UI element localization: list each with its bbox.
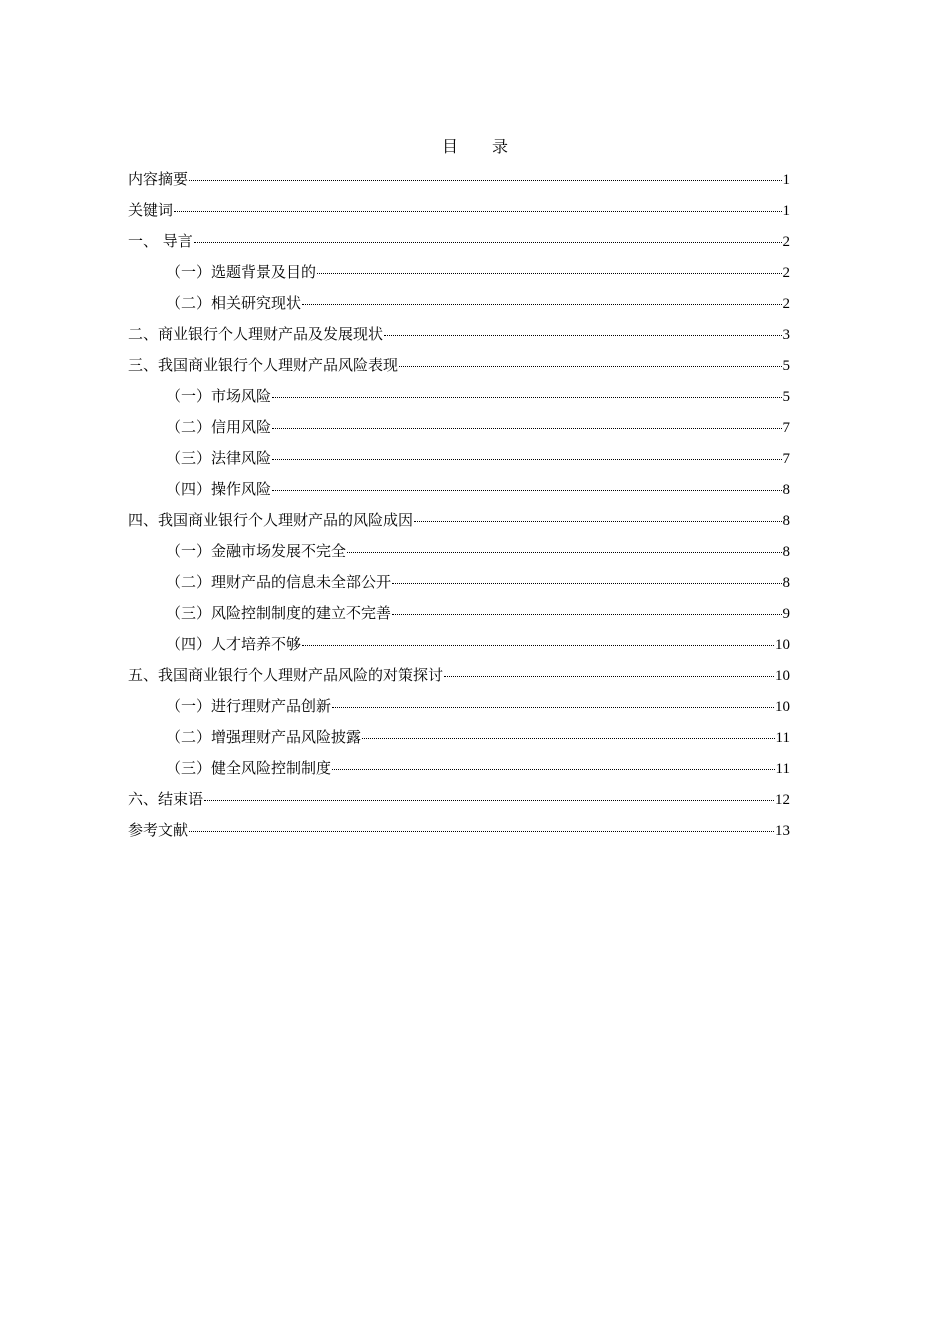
toc-entry-label: 六、结束语: [128, 790, 204, 808]
toc-entry-label: （三）风险控制制度的建立不完善: [166, 604, 392, 622]
toc-entry-page-number: 10: [775, 699, 790, 715]
toc-entry-page-number: 8: [782, 513, 790, 529]
toc-entry-label: （二）信用风险: [166, 418, 272, 436]
toc-entry-page-number: 13: [775, 823, 790, 839]
toc-dot-leader: [392, 582, 781, 584]
toc-dot-leader: [189, 179, 781, 181]
toc-title-part-2: 录: [492, 137, 509, 156]
toc-entry-page-number: 8: [782, 544, 790, 560]
toc-dot-leader: [189, 830, 774, 832]
toc-entry-label: （一）市场风险: [166, 387, 272, 405]
toc-dot-leader: [174, 210, 781, 212]
toc-entry-page-number: 8: [782, 575, 790, 591]
toc-entry[interactable]: [128, 322, 790, 353]
toc-entry-label: 一、 导言: [128, 232, 193, 250]
toc-dot-leader: [194, 241, 782, 243]
toc-entry[interactable]: [128, 694, 790, 725]
toc-entry[interactable]: [128, 291, 790, 322]
toc-entry[interactable]: [128, 477, 790, 508]
toc-entry-page-number: 2: [782, 234, 790, 250]
toc-dot-leader: [272, 396, 781, 398]
toc-dot-leader: [414, 520, 781, 522]
toc-entry-page-number: 7: [782, 451, 790, 467]
toc-entry[interactable]: [128, 570, 790, 601]
toc-entry-label: （三）健全风险控制制度: [166, 759, 332, 777]
toc-entry[interactable]: [128, 725, 790, 756]
toc-entry[interactable]: [128, 632, 790, 663]
toc-entry-label: 二、商业银行个人理财产品及发展现状: [128, 325, 384, 343]
toc-entry[interactable]: [128, 415, 790, 446]
toc-entry-page-number: 1: [782, 203, 790, 219]
toc-entry-label: （四）人才培养不够: [166, 635, 302, 653]
toc-entry[interactable]: [128, 787, 790, 818]
toc-dot-leader: [204, 799, 774, 801]
toc-entry[interactable]: [128, 353, 790, 384]
toc-dot-leader: [317, 272, 781, 274]
toc-entry-page-number: 2: [782, 296, 790, 312]
toc-entry[interactable]: [128, 601, 790, 632]
toc-entry-label: 四、我国商业银行个人理财产品的风险成因: [128, 511, 414, 529]
toc-dot-leader: [347, 551, 781, 553]
toc-entry-page-number: 5: [782, 358, 790, 374]
toc-entry-label: （二）理财产品的信息未全部公开: [166, 573, 392, 591]
toc-dot-leader: [362, 737, 775, 739]
toc-title: [0, 136, 950, 158]
toc-title-part-1: 目: [441, 137, 458, 156]
toc-entry-page-number: 11: [775, 761, 790, 777]
toc-dot-leader: [272, 489, 781, 491]
toc-entry-page-number: 7: [782, 420, 790, 436]
toc-entry-page-number: 1: [782, 172, 790, 188]
toc-dot-leader: [444, 675, 774, 677]
toc-entry-page-number: 9: [782, 606, 790, 622]
toc-entry[interactable]: [128, 167, 790, 198]
toc-entry-label: 五、我国商业银行个人理财产品风险的对策探讨: [128, 666, 444, 684]
toc-entry[interactable]: [128, 446, 790, 477]
toc-dot-leader: [272, 427, 781, 429]
toc-entry[interactable]: [128, 756, 790, 787]
toc-entry[interactable]: [128, 818, 790, 849]
toc-entry[interactable]: [128, 508, 790, 539]
toc-entry-label: 关键词: [128, 201, 174, 219]
toc-entry-page-number: 5: [782, 389, 790, 405]
toc-entry-label: （二）相关研究现状: [166, 294, 302, 312]
toc-entry-label: 参考文献: [128, 821, 189, 839]
toc-dot-leader: [384, 334, 781, 336]
toc-dot-leader: [332, 706, 774, 708]
toc-dot-leader: [272, 458, 781, 460]
toc-entry[interactable]: [128, 198, 790, 229]
toc-entry-page-number: 11: [775, 730, 790, 746]
toc-entry-page-number: 12: [775, 792, 790, 808]
toc-entry-label: 内容摘要: [128, 170, 189, 188]
toc-entry[interactable]: [128, 229, 790, 260]
toc-entry-label: 三、我国商业银行个人理财产品风险表现: [128, 356, 399, 374]
toc-entry-page-number: 10: [775, 637, 790, 653]
toc-entry-label: （一）金融市场发展不完全: [166, 542, 347, 560]
toc-entry[interactable]: [128, 260, 790, 291]
table-of-contents: [128, 167, 790, 849]
toc-entry-page-number: 8: [782, 482, 790, 498]
toc-entry-page-number: 3: [782, 327, 790, 343]
toc-dot-leader: [302, 303, 781, 305]
toc-entry[interactable]: [128, 539, 790, 570]
toc-dot-leader: [392, 613, 781, 615]
toc-dot-leader: [399, 365, 781, 367]
toc-entry-label: （一）选题背景及目的: [166, 263, 317, 281]
toc-entry[interactable]: [128, 663, 790, 694]
toc-dot-leader: [332, 768, 775, 770]
toc-entry-label: （三）法律风险: [166, 449, 272, 467]
toc-entry-label: （四）操作风险: [166, 480, 272, 498]
toc-entry-page-number: 10: [775, 668, 790, 684]
toc-entry[interactable]: [128, 384, 790, 415]
toc-entry-label: （一）进行理财产品创新: [166, 697, 332, 715]
toc-entry-page-number: 2: [782, 265, 790, 281]
toc-entry-label: （二）增强理财产品风险披露: [166, 728, 362, 746]
toc-dot-leader: [302, 644, 774, 646]
